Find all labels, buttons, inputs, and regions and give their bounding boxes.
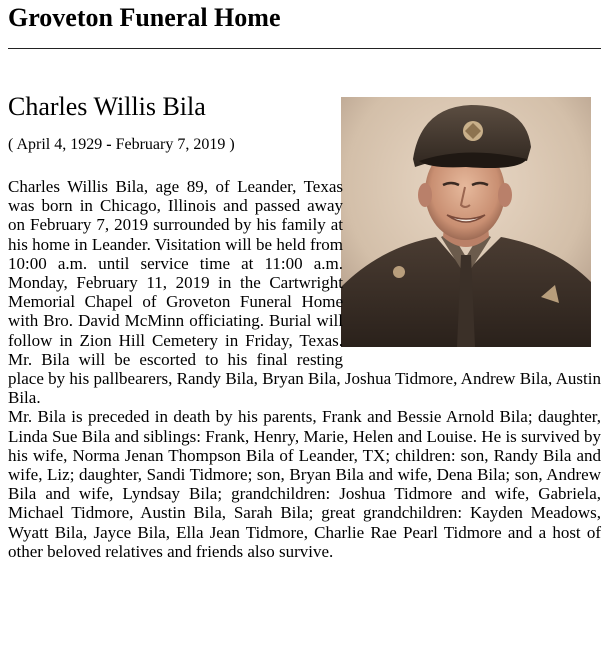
date-separator: - <box>102 136 116 153</box>
obituary-content <box>8 90 601 561</box>
obituary-body <box>8 177 601 561</box>
dates-open: ( <box>8 136 17 153</box>
site-title[interactable]: Groveton Funeral Home <box>8 3 281 32</box>
obituary-paragraph-2: Mr. Bila is preceded in death by his parents, Frank and Bessie Arnold Bila; daughter, Linda Sue Bila and siblings: Frank, Henry, Marie, Helen and Louise. He is survived by his wife, Norma Jenan Thompson Bila of Leander, TX; children: son, Randy Bila and wife, Liz; daughter, Sandi Tidmore; son, Bryan Bila and wife, Dena Bila; son, Andrew Bila and wife, Lyndsay Bila; grandchildren: Joshua Tidmore and wife, Gabriela, Michael Tidmore, Austin Bila, Sarah Bila; great grandchildren: Kayden Meadows, Wyatt Bila, Jayce Bila, Ella Jean Tidmore, Charlie Rae Pearl Tidmore and a host of other beloved relatives and friends also survive. <box>8 407 601 561</box>
obituary-paragraph-1: Charles Willis Bila, age 89, of Leander, Texas was born in Chicago, Illinois and passed away on February 7, 2019 surrounded by his family at his home in Leander. Visitation will be held from 10:00 a.m. until service time at 11:00 a.m. Monday, February 11, 2019 in the Cartwright Memorial Chapel of Groveton Funeral Home with Bro. David McMinn officiating. Burial will follow in Zion Hill Cemetery in Friday, Texas. Mr. Bila will be escorted to his final resting place by his pallbearers, Randy Bila, Bryan Bila, Joshua Tidmore, Andrew Bila, Austin Bila. <box>8 177 601 408</box>
photo-float-spacer <box>343 93 601 355</box>
deceased-name: Charles Willis Bila <box>8 92 206 121</box>
birth-date: April 4, 1929 <box>16 136 103 153</box>
death-date: February 7, 2019 <box>115 136 226 153</box>
dates-close: ) <box>225 136 235 153</box>
header-divider <box>8 48 601 49</box>
